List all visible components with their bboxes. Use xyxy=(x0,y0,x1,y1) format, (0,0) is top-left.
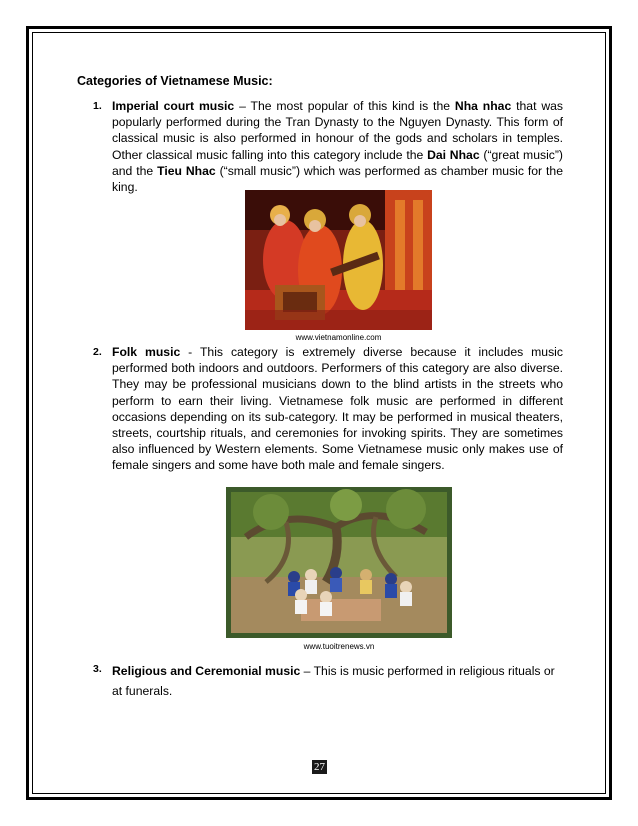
list-item-imperial-court-music xyxy=(93,98,563,195)
list-number: 2. xyxy=(93,346,102,358)
text-run: - This category is extremely diverse because it includes music performed both indoors and outdoors. Performers of this category are also diverse. They may be professional musicians down to the blind artists in the streets who perform to earn their living. Vietnamese folk music are performed in different occasions depending on its sub-category. It may be performed in musical theaters, streets, courtship rituals, and ceremonies for invoking spirits. They are sometimes also influenced by Western elements. Some Vietnamese music only makes use of female singers and some have both male and female singers. xyxy=(112,345,563,473)
list-item-folk-music xyxy=(93,344,563,474)
list-item-text xyxy=(112,661,563,701)
section-heading: Categories of Vietnamese Music: xyxy=(77,74,273,88)
text-run: (“small music”) which was performed as chamber music for the king. xyxy=(112,163,563,195)
text-run: that was popularly performed during the Tran Dynasty to the Nguyen Dynasty. This form of classical music is also performed in honour of the gods and scholars in temples. Other classical music falling into this category include the xyxy=(112,99,564,162)
bold-term: Folk music xyxy=(112,345,181,359)
bold-term: Religious and Ceremonial music xyxy=(112,664,301,678)
text-run: (“great music”) and the xyxy=(112,147,563,178)
page-number: 27 xyxy=(314,761,325,773)
photo-caption: www.tuoitrenews.vn xyxy=(303,642,375,651)
text-run: – This is music performed in religious rituals or at funerals. xyxy=(112,664,555,698)
list-item-religious-ceremonial-music xyxy=(93,661,563,701)
photo-caption: www.vietnamonline.com xyxy=(295,333,382,342)
bold-term: Nha nhac xyxy=(454,99,512,113)
list-item-text xyxy=(112,344,563,474)
folk-music-photo xyxy=(226,487,452,638)
list-number: 3. xyxy=(93,663,102,675)
list-item-text xyxy=(112,98,563,195)
court-music-photo xyxy=(245,190,432,330)
bold-term: Dai Nhac xyxy=(427,147,480,162)
list-number: 1. xyxy=(93,100,102,112)
bold-term: Imperial court music xyxy=(112,99,235,113)
text-run: – The most popular of this kind is the xyxy=(234,99,455,113)
bold-term: Tieu Nhac xyxy=(157,163,216,178)
